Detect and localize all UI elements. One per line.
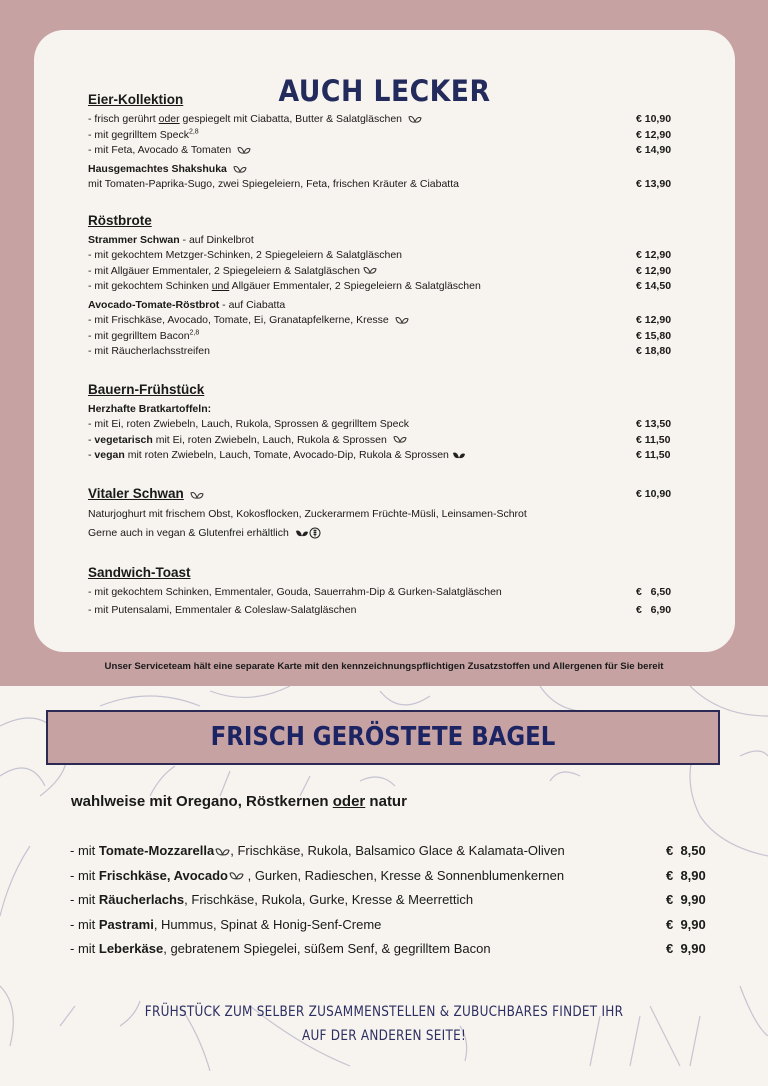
item-price: € 11,50 [636,449,671,462]
dish-suffix: - auf Dinkelbrot [179,234,254,246]
item-price: € 11,50 [636,433,671,446]
menu-item [88,329,688,345]
bagel-subtitle [71,793,407,810]
subtitle-text: natur [365,793,407,810]
vitaler-note [88,522,688,541]
dish-name: Avocado-Tomate-Röstbrot [88,299,220,312]
item-text: mit Tomaten-Paprika-Sugo, zwei Spiegeleiern, Feta, frischen Kräuter & Ciabatta [88,178,459,191]
item-description: Naturjoghurt mit frischem Obst, Kokosflocken, Zuckerarmem Früchte-Müsli, Leinsamen-Schrot [88,508,527,520]
item-text: - mit Allgäuer Emmentaler, 2 Spiegeleiern & Salatgläschen [88,264,360,277]
vegetarian-leaf-icon [408,115,422,124]
item-text: - mit [70,867,99,883]
item-text: - mit Putensalami, Emmentaler & Coleslaw-Salatgläschen [88,604,357,616]
item-text: - mit [70,843,99,858]
menu-item [88,344,688,360]
vegetarian-leaf-icon [395,316,409,325]
item-price: € 8,50 [666,843,706,858]
item-text: - mit Feta, Avocado & Tomaten [88,144,232,157]
subtitle-text-underlined: oder [332,793,366,810]
dish-name: Strammer Schwan [88,234,180,246]
item-price: € 12,90 [636,314,672,327]
vegetarian-leaf-icon [393,435,407,444]
vegetarian-leaf-icon [229,871,244,881]
menu-item [88,448,688,464]
allergen-note: Unser Serviceteam hält eine separate Karte mit den kennzeichnungspflichtigen Zusatzstoffen und Allergenen für Sie bereit [104,661,664,672]
item-text: - frisch gerührt [88,113,159,125]
bagel-item [70,913,720,938]
avocado-roestbrot-name [88,297,688,313]
item-text: , gebratenem Spiegelei, süßem Senf, & gegrilltem Bacon [163,941,491,957]
vegetarian-leaf-icon [363,266,377,275]
item-text: - mit gegrilltem Speck [88,128,189,141]
item-price: € 14,90 [636,144,672,157]
page-title: AUCH LECKER [278,74,491,108]
menu-item [88,600,688,618]
menu-item [88,264,688,280]
menu-item [88,248,688,264]
section-roestbrote [88,212,688,360]
menu-item [88,313,688,329]
vegetarian-leaf-icon [215,847,230,857]
menu-item [88,112,688,128]
item-price: € 12,90 [636,249,672,261]
sub-heading: Herzhafte Bratkartoffeln: [88,403,212,415]
item-price: € 14,50 [636,280,672,293]
item-text: - [88,449,95,462]
item-text-bold: Tomate-Mozzarella [98,843,215,858]
item-text: gespiegelt mit Ciabatta, Butter & Salatgläschen [179,113,403,125]
item-text: - mit gekochtem Metzger-Schinken, 2 Spiegeleiern & Salatgläschen [88,249,402,261]
strammer-schwan-name [88,232,688,248]
vegetarian-leaf-icon [190,491,204,500]
item-price: € 6,90 [636,604,672,616]
menu-item [88,433,688,449]
section-sandwich-toast [88,564,688,618]
section-heading: Bauern-Frühstück [88,382,205,397]
auch-lecker-card [34,30,735,652]
item-text: Gerne auch in vegan & Glutenfrei erhältlich [88,527,289,539]
item-price: € 9,90 [666,941,706,957]
item-price: € 12,90 [636,264,672,277]
section-heading: Eier-Kollektion [88,92,184,107]
bagel-title: FRISCH GERÖSTETE BAGEL [210,722,556,752]
item-price: € 10,90 [636,488,672,500]
section-heading: Vitaler Schwan [88,486,184,501]
bagel-item [70,888,720,913]
item-price: € 6,50 [636,586,672,598]
item-price: € 18,80 [636,345,672,358]
item-text: - mit gekochtem Schinken, Emmentaler, Gouda, Sauerrahm-Dip & Gurken-Salatgläschen [88,586,502,598]
menu-item [88,417,688,433]
item-text: Allgäuer Emmentaler, 2 Spiegeleiern & Salatgläschen [229,280,481,293]
bagel-item [70,839,720,864]
section-vitaler-schwan [88,485,688,541]
bagel-title-banner [46,710,720,765]
vegetarian-leaf-icon [237,146,251,155]
item-text: - mit gegrilltem Bacon [88,329,190,342]
item-text-bold: vegetarisch [94,433,153,446]
subtitle-text: wahlweise mit Oregano, Röstkernen [71,793,333,810]
section-heading: Sandwich-Toast [88,565,191,580]
item-text-bold: Pastrami [98,916,154,932]
gluten-free-icon [309,527,321,539]
item-price: € 9,90 [666,916,706,932]
footer-line-2: AUF DER ANDEREN SEITE! [301,1028,467,1044]
item-price: € 8,90 [666,867,706,883]
item-text: - mit Frischkäse, Avocado, Tomate, Ei, Granatapfelkerne, Kresse [88,314,389,327]
vegan-leaf-icon [295,529,309,538]
menu-item [88,177,688,193]
item-text-underlined: und [211,280,230,293]
item-text: , Frischkäse, Rukola, Gurke, Kresse & Meerrettich [184,892,474,908]
vegetarian-leaf-icon [233,165,247,174]
section-bauern-fruehstueck [88,381,688,464]
shakshuka-name [88,161,688,177]
item-price: € 10,90 [636,113,672,125]
item-price: € 13,90 [636,178,672,191]
item-price: € 13,50 [636,418,672,430]
item-price: € 15,80 [636,329,672,342]
bagel-item [70,937,720,962]
item-text-underlined: oder [158,113,180,125]
vitaler-schwan-heading-row [88,485,688,503]
menu-item [88,128,688,144]
item-text-bold: Frischkäse, Avocado [98,867,228,883]
item-text: - mit Räucherlachsstreifen [88,345,210,358]
item-text-bold: Räucherlachs [98,892,185,908]
item-text: - mit [70,941,99,957]
item-text-bold: vegan [94,449,125,462]
item-text: , Frischkäse, Rukola, Balsamico Glace & Kalamata-Oliven [230,843,565,858]
item-text: - mit [70,892,99,908]
item-price: € 12,90 [636,128,672,141]
section-heading: Röstbrote [88,213,152,228]
footer-line-1: FRÜHSTÜCK ZUM SELBER ZUSAMMENSTELLEN & ZUBUCHBARES FINDET IHR [144,1004,624,1020]
allergen-superscript: 2,8 [188,128,199,136]
item-price: € 9,90 [666,892,706,908]
item-text: - mit gekochtem Schinken [88,280,212,293]
footer-note [0,1000,768,1048]
menu-item [88,143,688,159]
dish-suffix: - auf Ciabatta [219,299,286,312]
item-text: , Hummus, Spinat & Honig-Senf-Creme [153,916,382,932]
item-text: - mit Ei, roten Zwiebeln, Lauch, Rukola, Sprossen & gegrilltem Speck [88,418,409,430]
item-text-bold: Leberkäse [98,941,164,957]
item-text: mit Ei, roten Zwiebeln, Lauch, Rukola & Sprossen [152,433,387,446]
item-text: - mit [70,916,99,932]
section-eier-kollektion [88,91,688,193]
item-text: , Gurken, Radieschen, Kresse & Sonnenblumenkernen [243,867,565,883]
bagel-item [70,864,720,889]
vegan-leaf-icon [452,451,466,460]
allergen-superscript: 2,8 [189,329,200,337]
bagel-list [70,839,720,962]
item-text: mit roten Zwiebeln, Lauch, Tomate, Avocado-Dip, Rukola & Sprossen [124,449,449,462]
menu-item [88,279,688,295]
item-text: - [88,433,95,446]
menu-item [88,582,688,600]
dish-name: Hausgemachtes Shakshuka [88,163,227,176]
